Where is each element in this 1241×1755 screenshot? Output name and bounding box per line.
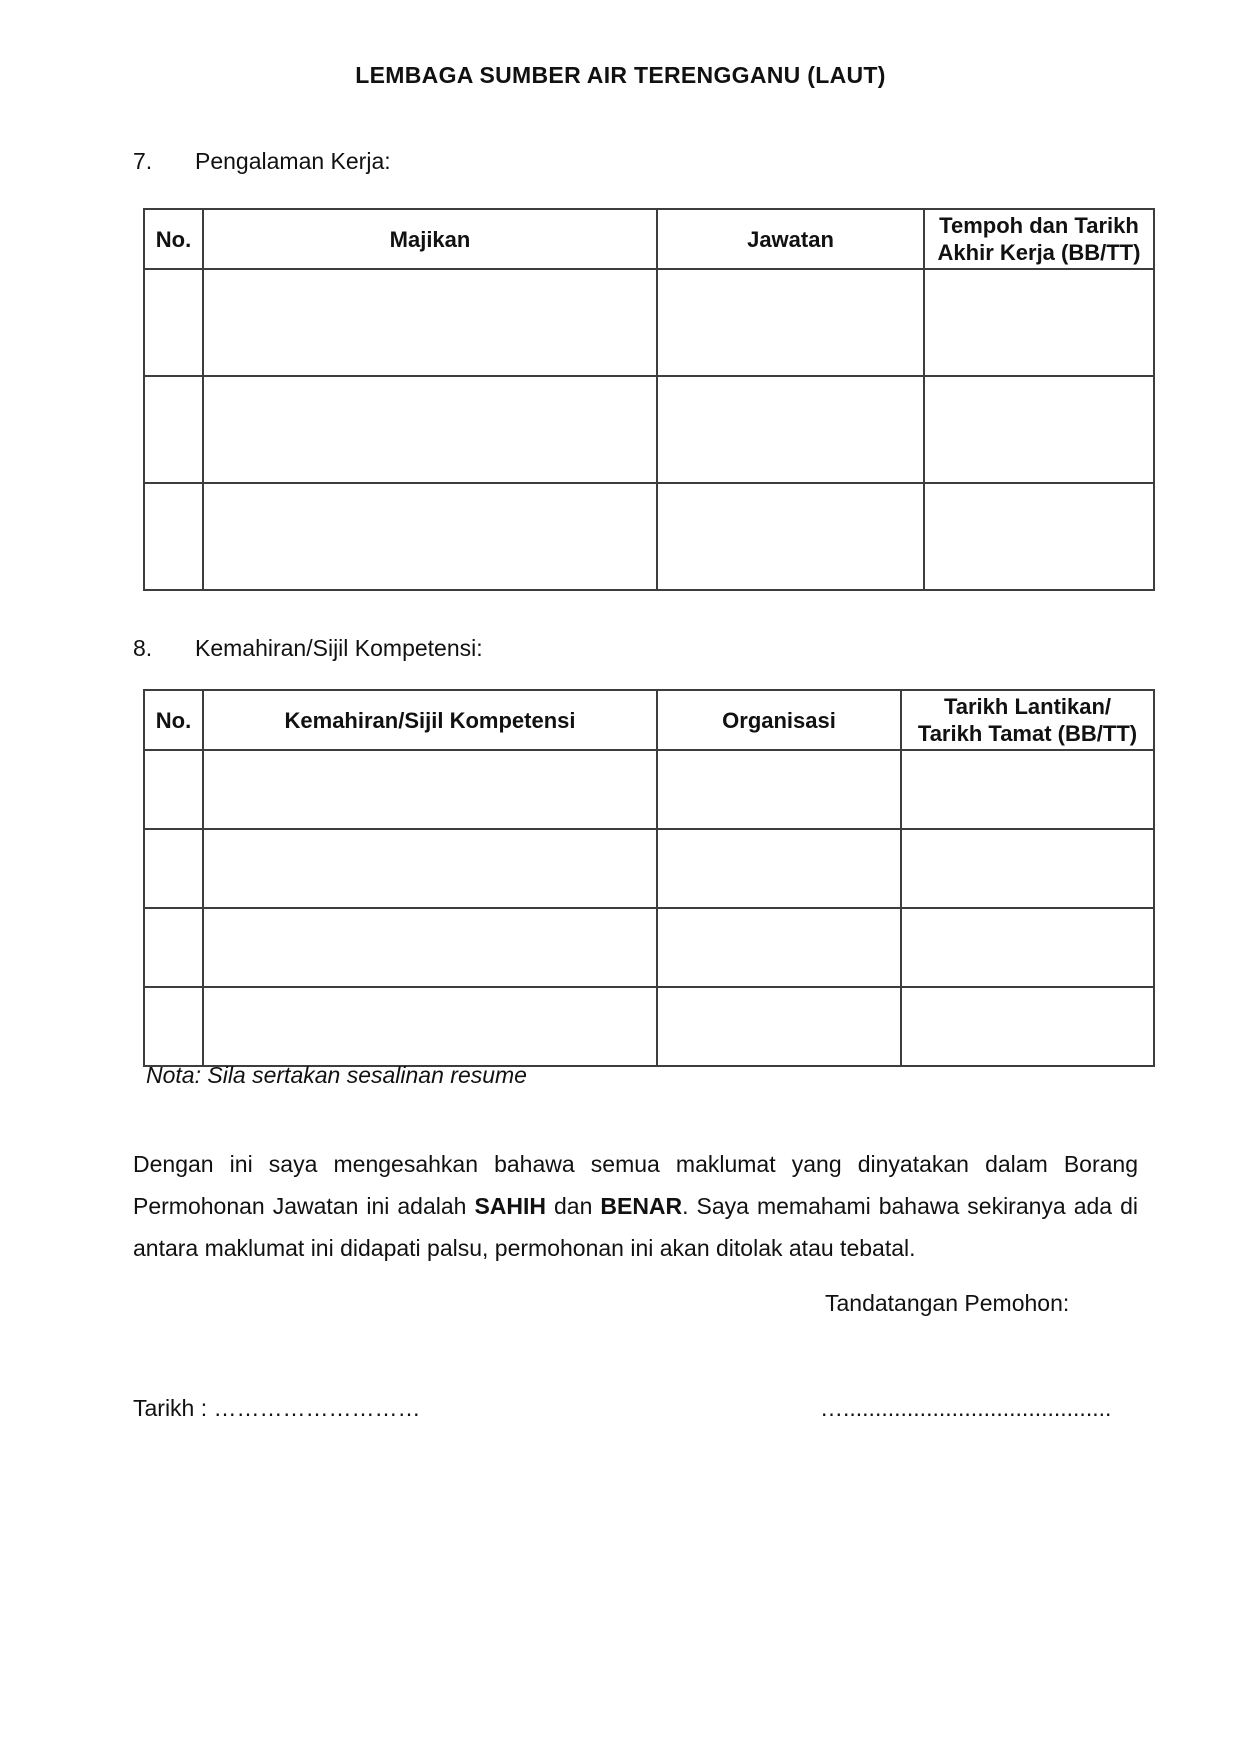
header-line: Tarikh Tamat (BB/TT) xyxy=(917,721,1138,746)
empty-cell xyxy=(657,483,924,590)
empty-cell xyxy=(901,987,1154,1066)
empty-cell xyxy=(901,829,1154,908)
empty-cell xyxy=(203,269,657,376)
header-majikan xyxy=(203,209,657,269)
header-line: Tarikh Lantikan/ xyxy=(943,694,1112,719)
empty-cell xyxy=(203,483,657,590)
section-8-label: Kemahiran/Sijil Kompetensi: xyxy=(195,635,483,661)
declaration-paragraph xyxy=(133,1143,1138,1269)
section-8-number: 8. xyxy=(133,635,153,661)
empty-cell xyxy=(203,908,657,987)
empty-cell xyxy=(144,987,203,1066)
declaration-bold-benar: BENAR xyxy=(600,1193,683,1219)
table-header-row xyxy=(144,690,1154,750)
date-label: Tarikh : ……………………… xyxy=(133,1395,421,1421)
empty-cell xyxy=(657,376,924,483)
header-line: Akhir Kerja (BB/TT) xyxy=(937,240,1141,265)
empty-cell xyxy=(203,376,657,483)
declaration-bold-sahih: SAHIH xyxy=(474,1193,546,1219)
table-row xyxy=(144,829,1154,908)
header-line: Kemahiran/Sijil Kompetensi xyxy=(284,707,576,733)
declaration-text: dan xyxy=(546,1193,601,1219)
empty-cell xyxy=(924,483,1154,590)
header-line: Jawatan xyxy=(747,226,834,252)
empty-cell xyxy=(144,750,203,829)
empty-cell xyxy=(144,829,203,908)
empty-cell xyxy=(203,987,657,1066)
header-line: Organisasi xyxy=(722,707,836,733)
empty-cell xyxy=(657,269,924,376)
table-row xyxy=(144,908,1154,987)
empty-cell xyxy=(924,376,1154,483)
empty-cell xyxy=(144,376,203,483)
empty-cell xyxy=(203,750,657,829)
work-experience-table xyxy=(143,208,1155,591)
header-line: No. xyxy=(155,226,192,252)
skills-certificates-table xyxy=(143,689,1155,1067)
section-7-label: Pengalaman Kerja: xyxy=(195,148,391,174)
page-title: LEMBAGA SUMBER AIR TERENGGANU (LAUT) xyxy=(355,62,886,88)
table-header-row xyxy=(144,209,1154,269)
declaration-text: Dengan ini saya mengesahkan bahawa semua maklumat yang dinyatakan dalam Borang Permohonan Jawatan ini adalah xyxy=(133,1151,1138,1219)
header-line: Majikan xyxy=(389,226,471,252)
empty-cell xyxy=(901,750,1154,829)
empty-cell xyxy=(901,908,1154,987)
header-no xyxy=(144,209,203,269)
header-tempoh-tarikh xyxy=(924,209,1154,269)
empty-cell xyxy=(144,269,203,376)
table-row xyxy=(144,269,1154,376)
header-jawatan xyxy=(657,209,924,269)
declaration-text: . Saya memahami bahawa sekiranya ada di antara maklumat ini didapati palsu, permohonan ini akan ditolak atau tebatal. xyxy=(133,1193,1138,1261)
table-row xyxy=(144,376,1154,483)
empty-cell xyxy=(657,908,901,987)
header-no xyxy=(144,690,203,750)
resume-note: Nota: Sila sertakan sesalinan resume xyxy=(146,1062,527,1088)
empty-cell xyxy=(924,269,1154,376)
signature-dotted-line: ….......................................... xyxy=(820,1395,1112,1421)
section-7-heading xyxy=(133,148,391,175)
empty-cell xyxy=(203,829,657,908)
header-organisasi xyxy=(657,690,901,750)
table-row xyxy=(144,987,1154,1066)
table-row xyxy=(144,483,1154,590)
empty-cell xyxy=(657,987,901,1066)
header-line: No. xyxy=(155,707,192,733)
header-line: Tempoh dan Tarikh xyxy=(939,213,1139,238)
empty-cell xyxy=(657,829,901,908)
table-row xyxy=(144,750,1154,829)
empty-cell xyxy=(144,908,203,987)
section-8-heading xyxy=(133,635,483,662)
empty-cell xyxy=(657,750,901,829)
signature-label: Tandatangan Pemohon: xyxy=(825,1290,1070,1316)
section-7-number: 7. xyxy=(133,148,153,174)
empty-cell xyxy=(144,483,203,590)
header-tarikh-lantikan xyxy=(901,690,1154,750)
header-kemahiran xyxy=(203,690,657,750)
